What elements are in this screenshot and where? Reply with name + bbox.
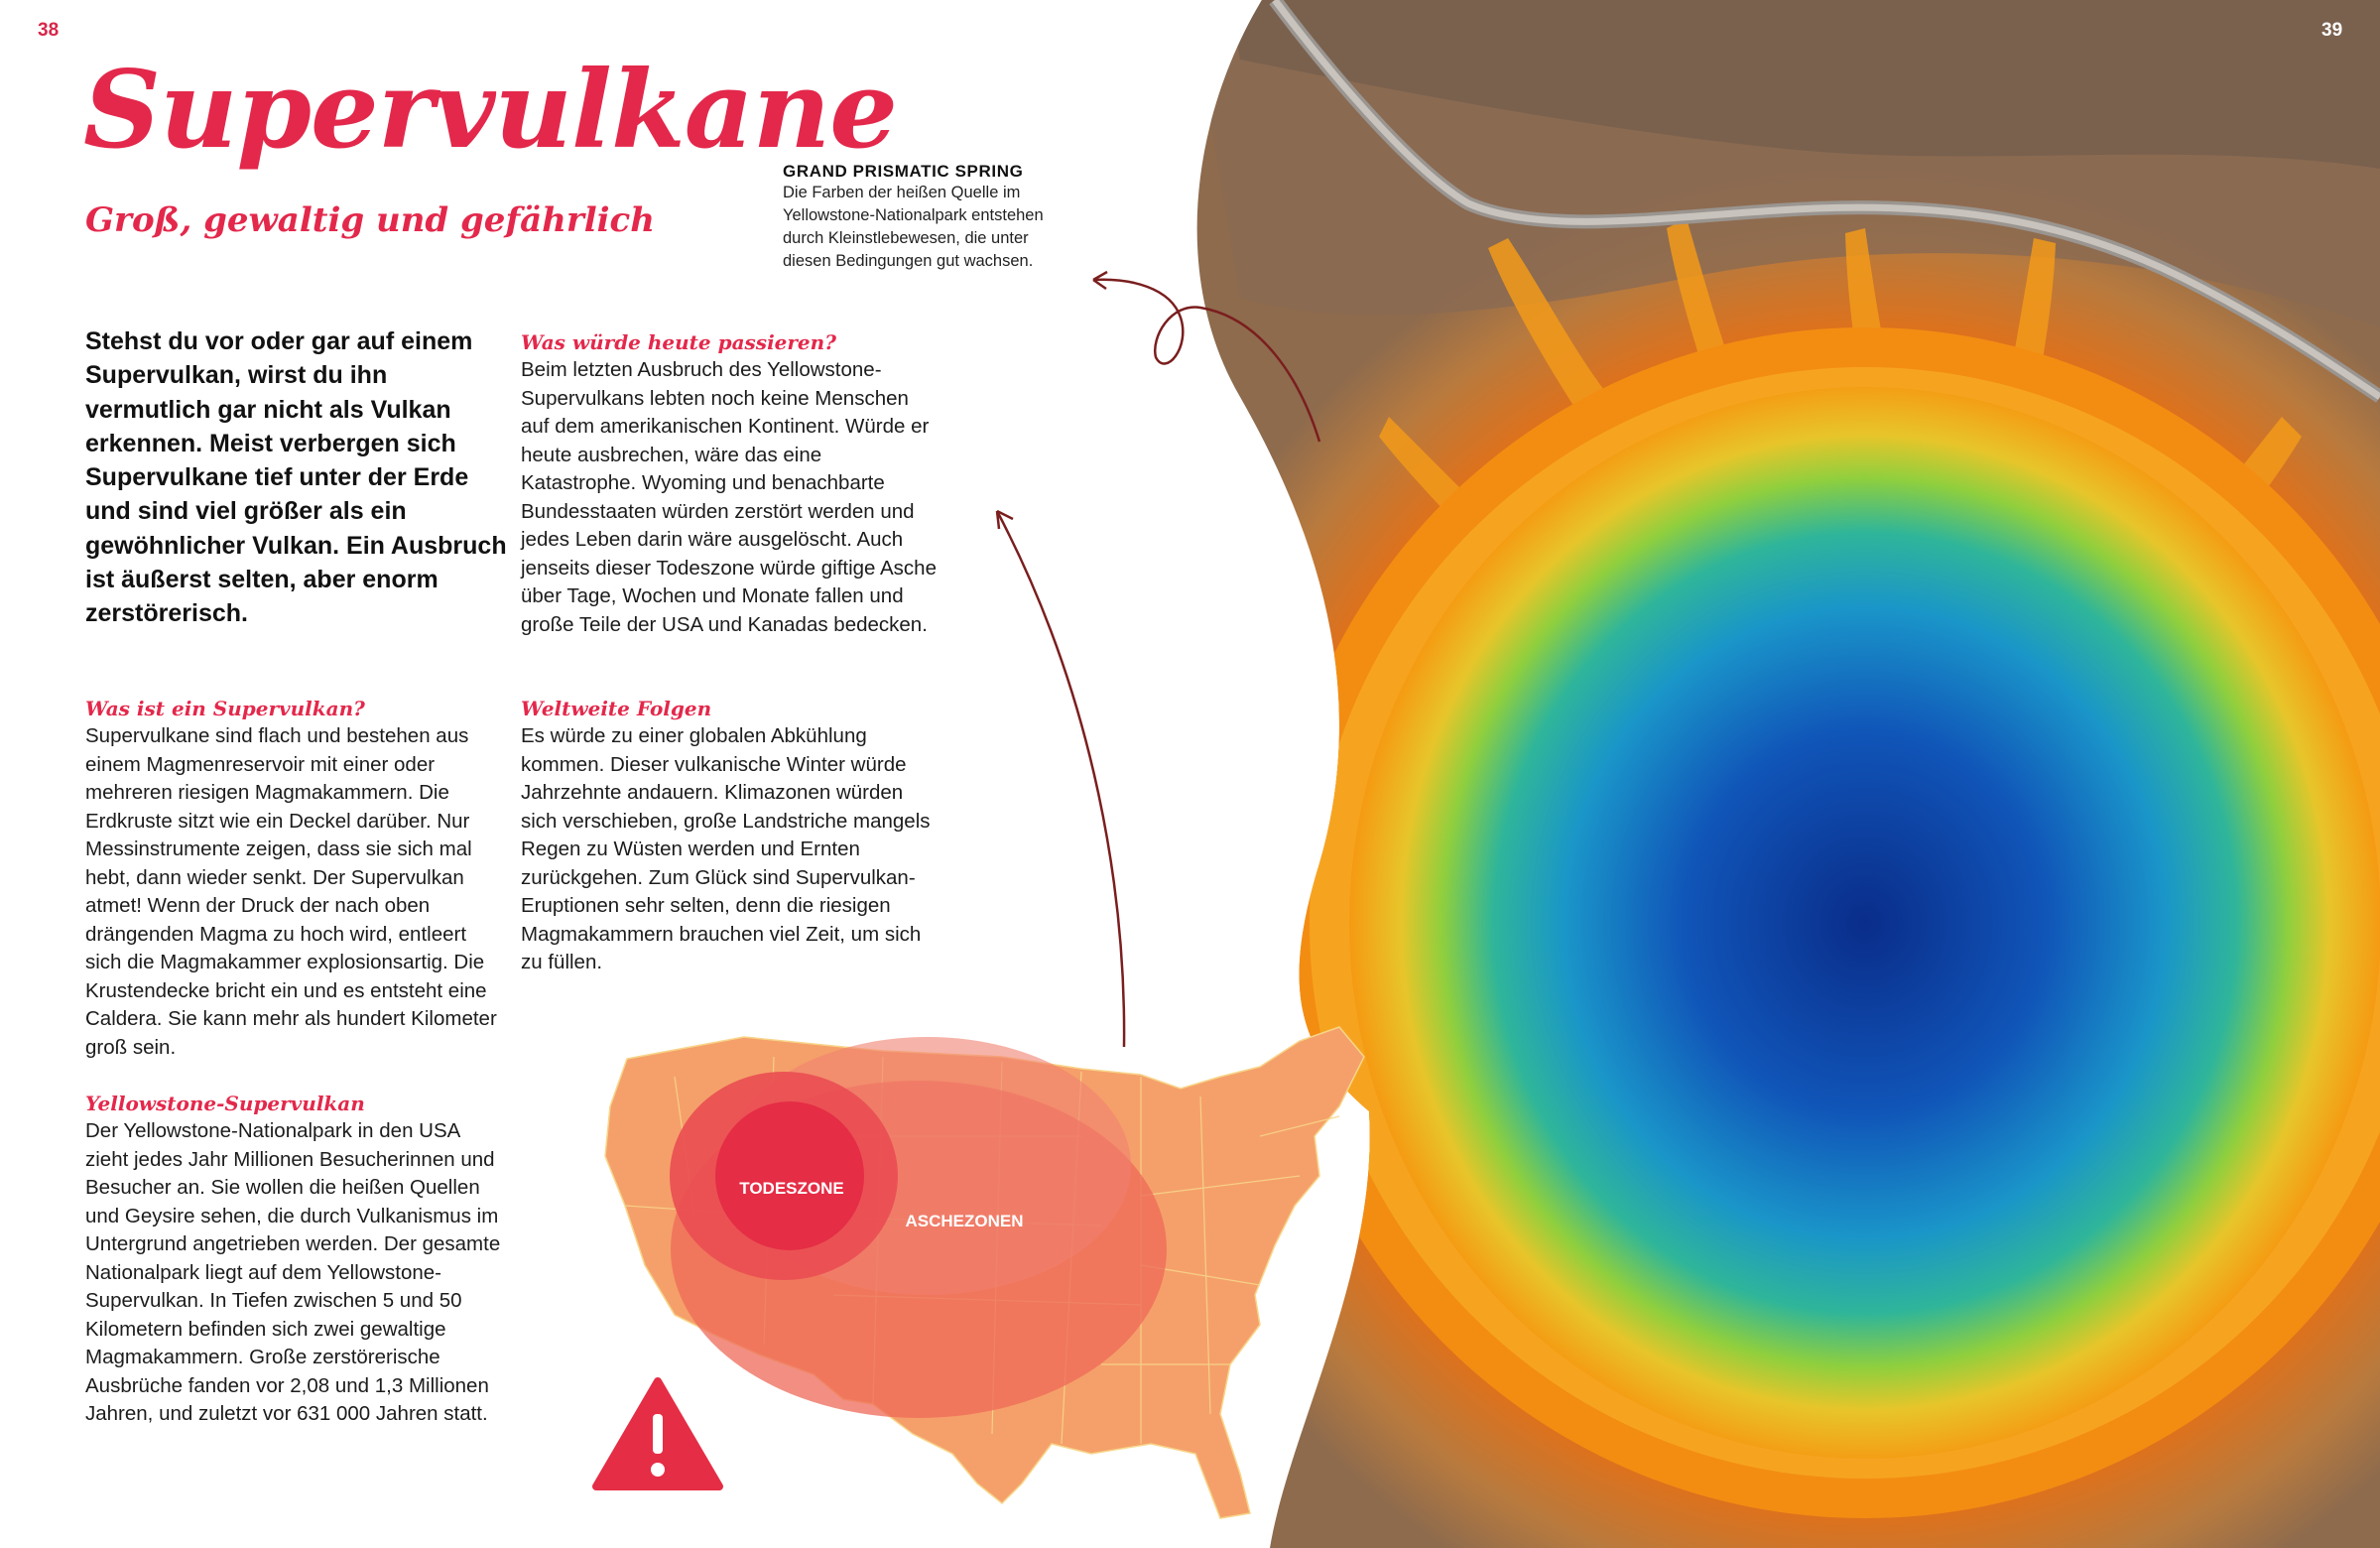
caption-arrow — [1081, 258, 1339, 456]
page-subtitle: Groß, gewaltig und gefährlich — [85, 200, 655, 240]
caption-title: GRAND PRISMATIC SPRING — [783, 162, 1024, 181]
section-yellowstone — [85, 1090, 502, 1429]
warning-triangle-icon — [596, 1381, 719, 1486]
section-text: Es würde zu einer globalen Abkühlung kommen. Dieser vulkanische Winter würde Jahrzehnte andauern. Klimazonen würden sich verschieben, große Landstriche mangels Regen zu Wüsten werden und Ernten zurückgehen. Zum Glück sind Supervulkan-Eruptionen sehr selten, denn die riesigen Magmakammern brauchen viel Zeit, um sich zu füllen. — [521, 724, 931, 973]
page-number-left: 38 — [38, 20, 60, 41]
page-title: Supervulkane — [83, 48, 897, 173]
page-number-right: 39 — [2321, 20, 2343, 41]
section-text: Supervulkane sind flach und bestehen aus einem Magmenreservoir mit einer oder mehreren riesigen Magmakammern. Die Erdkruste sitzt wie ein Deckel darüber. Nur Messinstrumente zeigen, dass sie sich mal hebt, dann wieder senkt. Der Supervulkan atmet! Wenn der Druck der nach oben drängenden Magma zu hoch wird, entleert sich die Magmakammer explosionsartig. Die Krustendecke bricht ein und es entsteht eine Caldera. Sie kann mehr als hundert Kilometer groß sein. — [85, 724, 497, 1059]
section-heute — [521, 328, 938, 639]
section-heading: Weltweite Folgen — [521, 697, 712, 720]
us-map — [585, 1017, 1379, 1533]
section-text: Beim letzten Ausbruch des Yellowstone-Supervulkans lebten noch keine Menschen auf dem amerikanischen Kontinent. Würde er heute ausbrechen, wäre das eine Katastrophe. Wyoming und benachbarte Bundesstaaten würden zerstört werden und jedes Leben darin wäre ausgelöscht. Auch jenseits dieser Todeszone würde giftige Asche über Tage, Wochen und Monate fallen und große Teile der USA und Kanadas bedecken. — [521, 358, 937, 636]
death-zone — [715, 1101, 864, 1250]
section-was-ist — [85, 695, 502, 1062]
section-text: Der Yellowstone-Nationalpark in den USA zieht jedes Jahr Millionen Besucherinnen und Besucher an. Sie wollen die heißen Quellen und Geysire sehen, die durch Vulkanismus im Untergrund angetrieben werden. Der gesamte Nationalpark liegt auf dem Yellowstone-Supervulkan. In Tiefen zwischen 5 und 50 Kilometern befinden sich zwei gewaltige Magmakammern. Große zerstörerische Ausbrüche fanden vor 2,08 und 1,3 Millionen Jahren, und zuletzt vor 631 000 Jahren statt. — [85, 1119, 501, 1425]
caption-text: Die Farben der heißen Quelle im Yellowstone-Nationalpark entstehen durch Kleinstlebewesen, die unter diesen Bedingungen gut wachsen. — [783, 184, 1044, 270]
photo-caption — [783, 162, 1080, 273]
ash-zones-label: ASCHEZONEN — [905, 1212, 1024, 1230]
section-heading: Yellowstone-Supervulkan — [85, 1092, 365, 1115]
map-arrow — [987, 501, 1136, 1057]
death-zone-label: TODESZONE — [739, 1179, 844, 1198]
section-heading: Was würde heute passieren? — [521, 330, 836, 354]
section-heading: Was ist ein Supervulkan? — [85, 697, 365, 720]
section-folgen — [521, 695, 938, 977]
intro-text: Stehst du vor oder gar auf einem Supervulkan, wirst du ihn vermutlich gar nicht als Vulkan erkennen. Meist verbergen sich Supervulkane tief unter der Erde und sind viel größer als ein gewöhnlicher Vulkan. Ein Ausbruch ist äußerst selten, aber enorm zerstörerisch. — [85, 327, 507, 628]
